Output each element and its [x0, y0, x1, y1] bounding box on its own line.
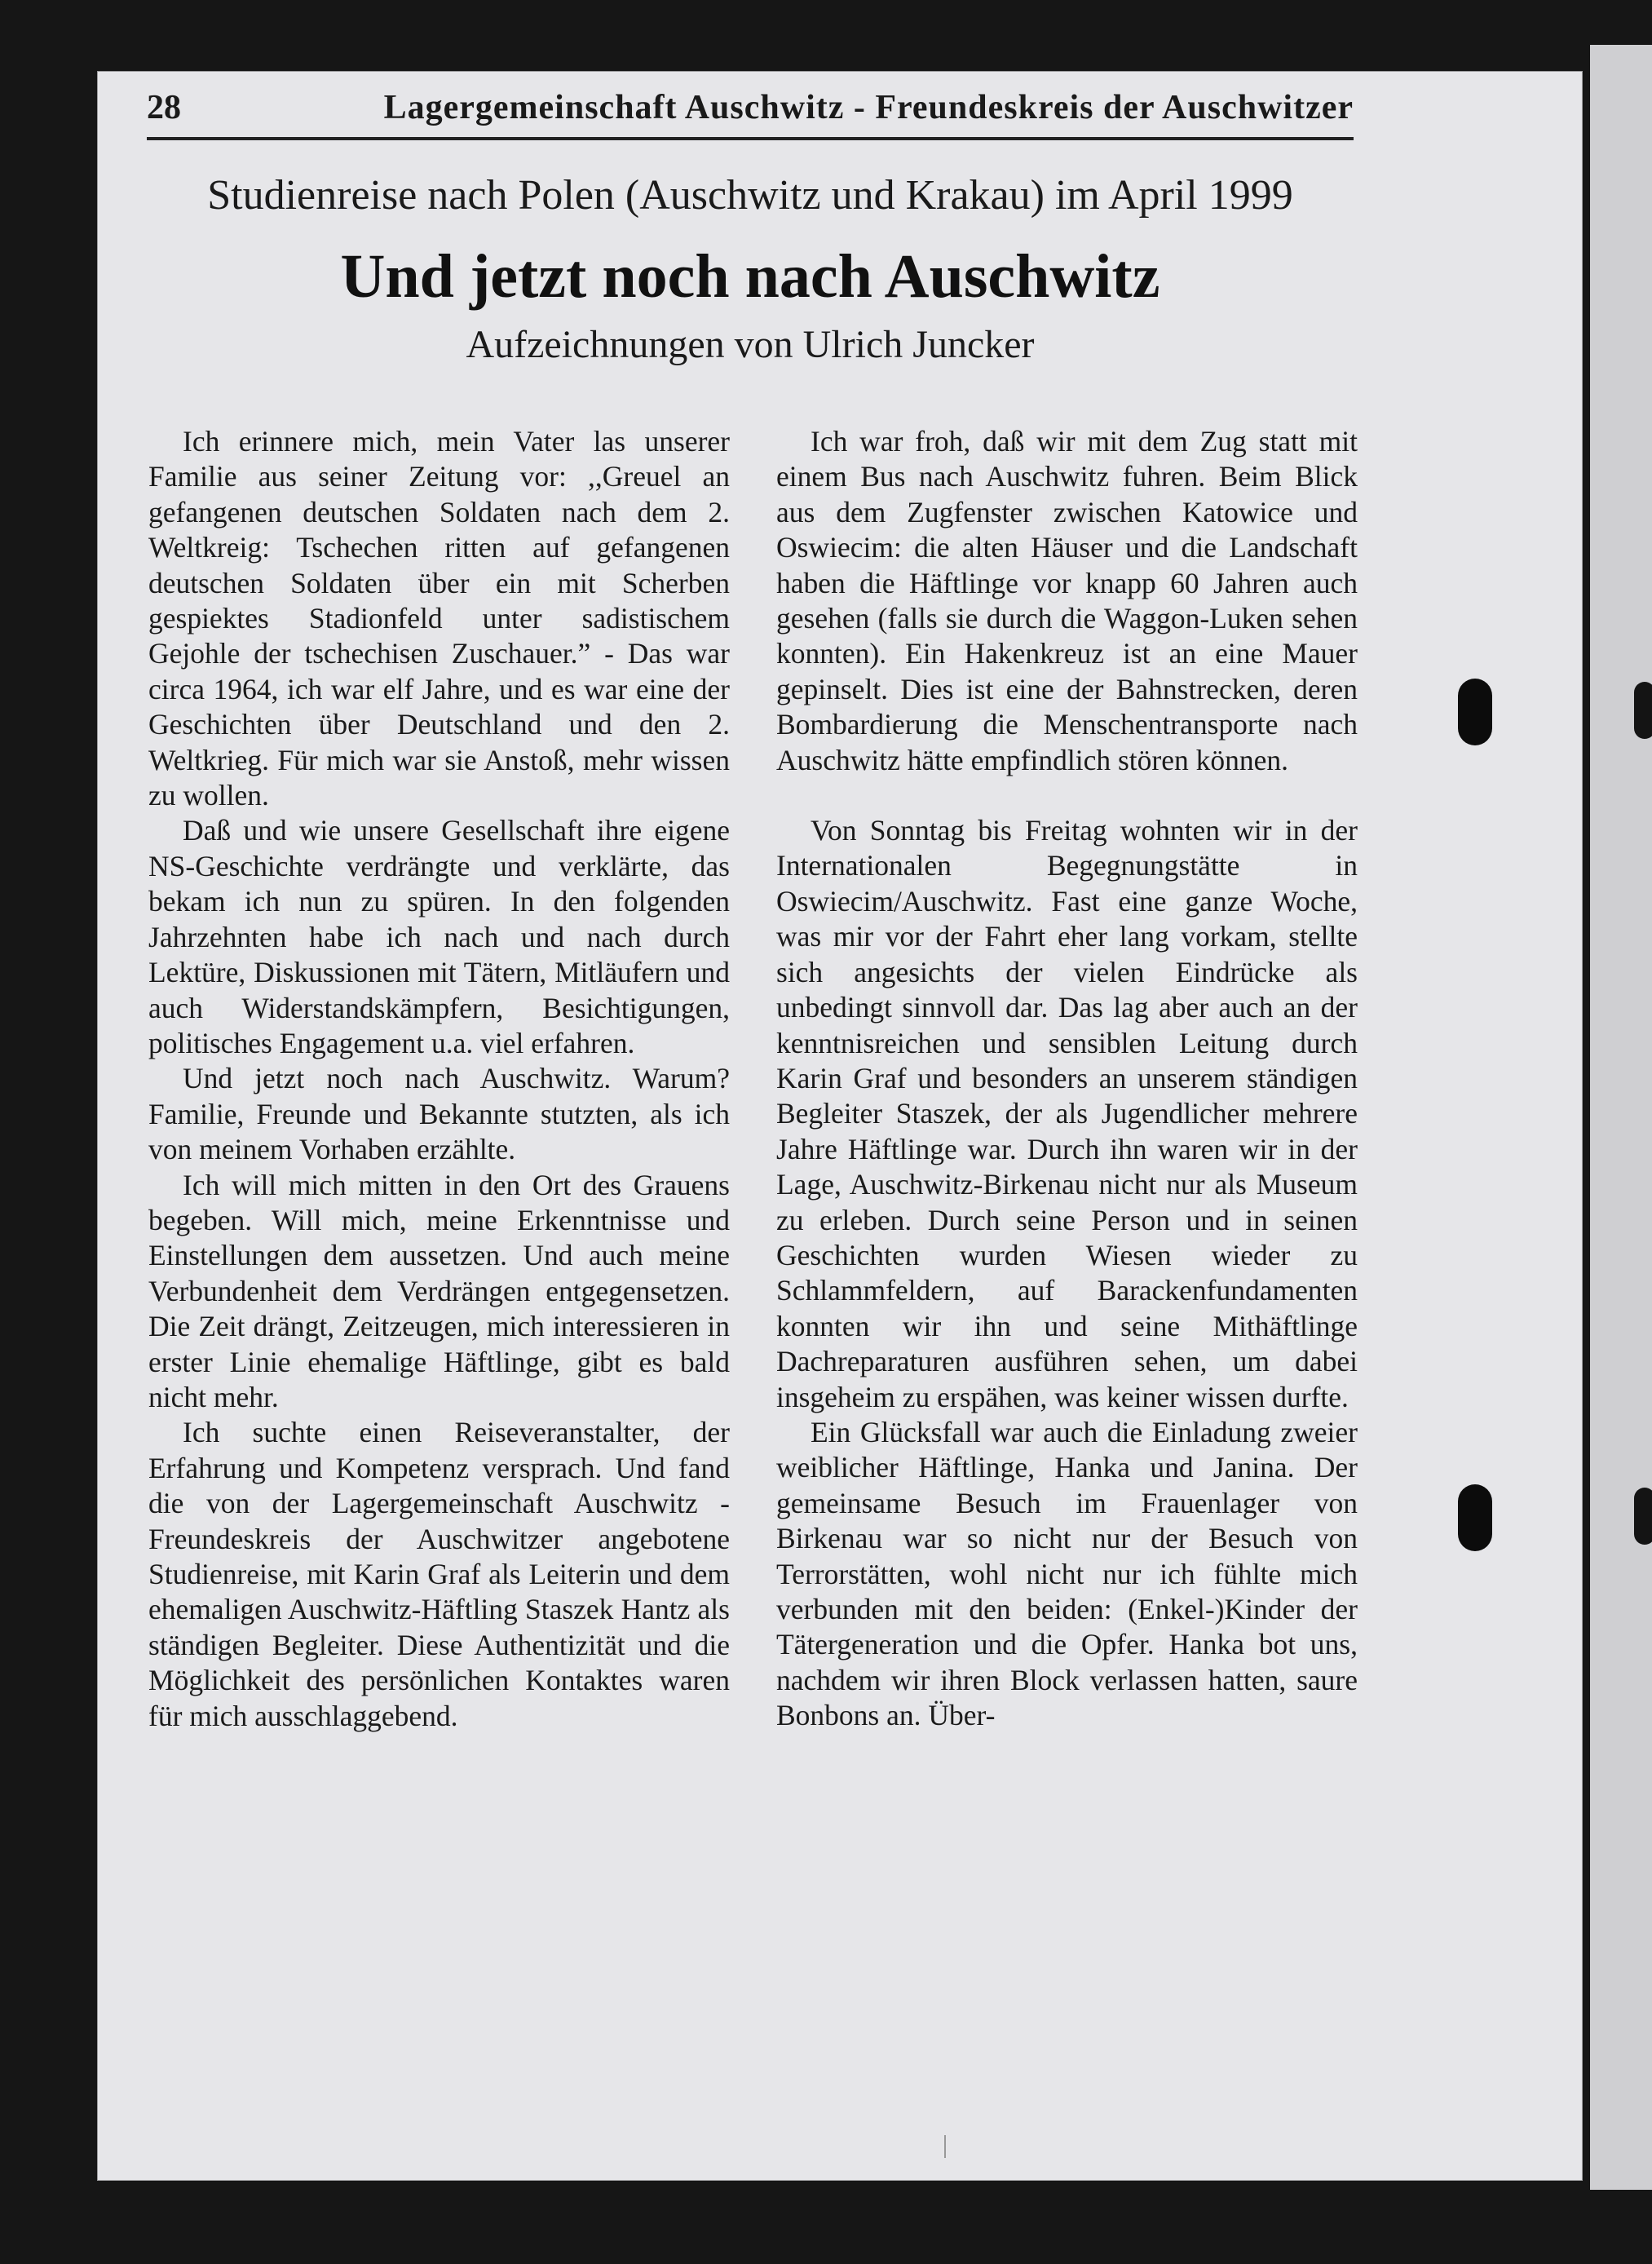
punch-hole	[1458, 1484, 1492, 1551]
paragraph: Und jetzt noch nach Auschwitz. Warum? Familie, Freunde und Bekannte stutzten, als ich von meinem Vorhaben erzählte.	[148, 1062, 730, 1166]
next-page-edge	[1590, 45, 1652, 2190]
paragraph: Ich suchte einen Reiseveranstalter, der Erfahrung und Kompetenz versprach. Und fand die von der Lagergemeinschaft Auschwitz - Freundeskreis der Auschwitzer angebotene Studienreise, mit Karin Graf als Leiterin und dem ehemaligen Auschwitz-Häftling Staszek Hantz als ständigen Begleiter. Diese Authentizität und die Möglichkeit des persönlichen Kontaktes waren für mich ausschlaggebend.	[148, 1416, 730, 1732]
article-headline: Und jetzt noch nach Auschwitz	[340, 242, 1160, 311]
paragraph: Ich will mich mitten in den Ort des Grauens begeben. Will mich, meine Erkenntnisse und Einstellungen dem aussetzen. Und auch meine Verbundenheit dem Verdrängen entgegensetzen. Die Zeit drängt, Zeitzeugen, mich interessieren in erster Linie ehemalige Häftlinge, gibt es bald nicht mehr.	[148, 1168, 730, 1413]
running-title: Lagergemeinschaft Auschwitz - Freundeskreis der Auschwitzer	[383, 89, 1354, 126]
paragraph: Von Sonntag bis Freitag wohnten wir in der Internationalen Begegnungstätte in Oswiecim/Auschwitz. Fast eine ganze Woche, was mir vor der Fahrt eher lang vorkam, stellte sich angesichts der vielen Eindrücke als unbedingt sinnvoll dar. Das lag aber auch an der kenntnisreichen und sensiblen Leitung durch Karin Graf und besonders an unserem ständigen Begleiter Staszek, der als Jugendlicher mehrere Jahre Häftlinge war. Durch ihn waren wir in der Lage, Auschwitz-Birkenau nicht nur als Museum zu erleben. Durch seine Person und in seinen Geschichten wurden Wiesen wieder zu Schlammfeldern, auf Barackenfundamenten konnten wir ihn und seine Mithäftlinge Dachreparaturen ausführen sehen, um dabei insgeheim zu erspähen, was keiner wissen durfte.	[776, 814, 1358, 1413]
article-kicker: Studienreise nach Polen (Auschwitz und Krakau) im April 1999	[207, 172, 1293, 219]
right-column	[776, 424, 1358, 1734]
page-number: 28	[147, 89, 181, 126]
punch-hole	[1458, 679, 1492, 745]
paragraph: Daß und wie unsere Gesellschaft ihre eigene NS-Geschichte verdrängte und verklärte, das bekam ich nun zu spüren. In den folgenden Jahrzehnten habe ich nach und nach durch Lektüre, Diskussionen mit Tätern, Mitläufern und auch Widerstandskämpfern, Besichtigungen, politisches Engagement u.a. viel erfahren.	[148, 814, 730, 1059]
article-byline: Aufzeichnungen von Ulrich Juncker	[466, 323, 1035, 366]
page-header	[147, 88, 1354, 140]
paragraph: Ich war froh, daß wir mit dem Zug statt mit einem Bus nach Auschwitz fuhren. Beim Blick aus dem Zugfenster zwischen Katowice und Oswiecim: die alten Häuser und die Landschaft haben die Häftlinge vor knapp 60 Jahren auch gesehen (falls sie durch die Waggon-Luken sehen konnten). Ein Hakenkreuz ist an eine Mauer gepinselt. Dies ist eine der Bahnstrecken, deren Bombardierung die Menschentransporte nach Auschwitz hätte empfindlich stören können.	[776, 425, 1358, 776]
punch-hole	[1634, 1488, 1652, 1545]
paragraph: Ich erinnere mich, mein Vater las unserer Familie aus seiner Zeitung vor: ,,Greuel an gefangenen deutschen Soldaten nach dem 2. Weltkreig: Tschechen ritten auf gefangenen deutschen Soldaten über ein mit Scherben gespiektes Stadionfeld unter sadistischem Gejohle der tschechisen Zuschauer.” - Das war circa 1964, ich war elf Jahre, und es war eine der Geschichten über Deutschland und den 2. Weltkrieg. Für mich war sie Anstoß, mehr wissen zu wollen.	[148, 425, 730, 812]
punch-hole	[1634, 682, 1652, 739]
left-column	[148, 424, 730, 1734]
fold-mark	[944, 2135, 946, 2158]
paragraph: Ein Glücksfall war auch die Einladung zweier weiblicher Häftlinge, Hanka und Janina. Der gemeinsame Besuch im Frauenlager von Birkenau war so nicht nur der Besuch von Terrorstätten, wohl nicht nur ich fühlte mich verbunden mit den beiden: (Enkel-)Kinder der Tätergeneration und die Opfer. Hanka bot uns, nachdem wir ihren Block verlassen hatten, saure Bonbons an. Über-	[776, 1415, 1358, 1732]
